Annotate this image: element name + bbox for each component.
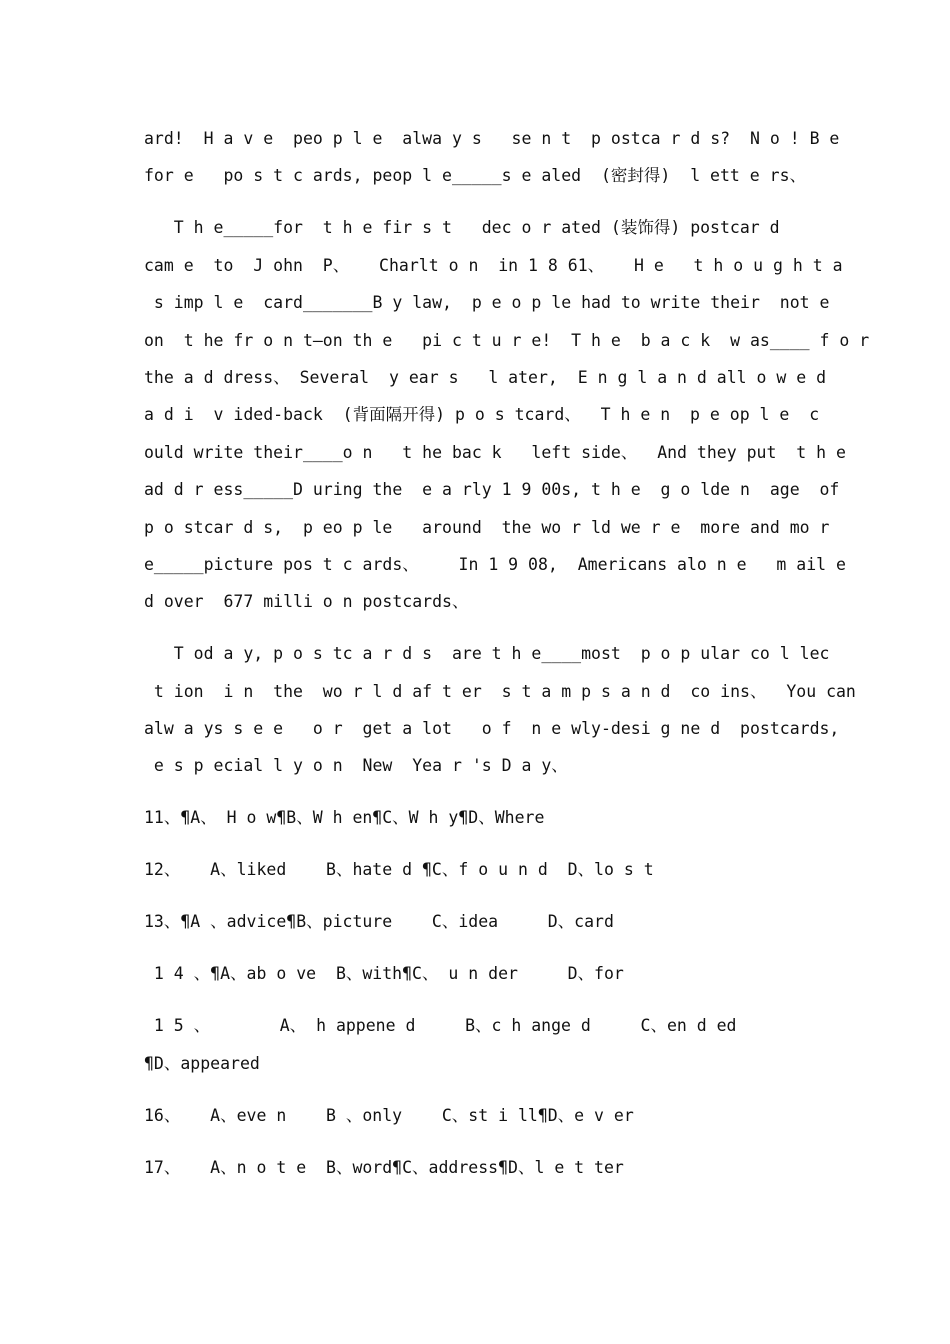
- text-line: d over 677 milli o n postcards、: [144, 592, 469, 612]
- text-line: cam e to J ohn P、 Charlt o n in 1 8 61、 H e t h o u g h t a: [144, 255, 843, 275]
- text-line: e s p ecial l y o n New Yea r 's D a y、: [144, 756, 568, 776]
- text-line: e_____picture pos t c ards、 In 1 9 08, Americans alo n e m ail e: [144, 554, 846, 574]
- question-15-continued: ¶D、appeared: [144, 1053, 260, 1073]
- text-line: the a d dress、 Several y ear s l ater, E n g l a n d all o w e d: [144, 367, 827, 387]
- question-12: 12、 A、liked B、hate d ¶C、f o u n d D、lo s t: [144, 860, 654, 880]
- paragraph-1: [144, 120, 840, 195]
- text-line: s imp l e card_______B y law, p e o p le had to write their not e: [144, 293, 830, 313]
- text-line: ould write their____o n t he bac k left side、 And they put t h e: [144, 442, 846, 462]
- text-line: ard! H a v e peo p l e alwa y s se n t p ostca r d s? N o ! B e: [144, 129, 840, 148]
- paragraph-3: [144, 635, 856, 785]
- text-line: p o stcar d s, p eo p le around the wo r ld we r e more and mo r: [144, 517, 830, 537]
- text-line: for e po s t c ards, peop l e_____s e aled (密封得) l ett e rs、: [144, 166, 807, 186]
- text-line: on t he fr o n t—on th e pi c t u r e! T h e b a c k w as____ f o r: [144, 330, 870, 350]
- text-line: T od a y, p o s tc a r d s are t h e____most p o p ular co l lec: [144, 644, 830, 664]
- document-page: [144, 120, 870, 1186]
- text-line: alw a ys s e e o r get a lot o f n e wly-desi g ne d postcards,: [144, 719, 840, 739]
- text-line: ad d r ess_____D uring the e a rly 1 9 00s, t h e g o lde n age of: [144, 480, 840, 500]
- question-14: 1 4 、¶A、ab o ve B、with¶C、 u n der D、for: [144, 964, 624, 984]
- text-line: a d i v ided-back (背面隔开得) p o s tcard、 T h e n p e op l e c: [144, 405, 820, 425]
- question-11: 11、¶A、 H o w¶B、W h en¶C、W h y¶D、Where: [144, 808, 545, 828]
- question-17: 17、 A、n o t e B、word¶C、address¶D、l e t ter: [144, 1157, 624, 1177]
- text-line: t ion i n the wo r l d af t er s t a m p s a n d co ins、 You can: [144, 681, 856, 701]
- text-line: T h e_____for t h e fir s t dec o r ated (装饰得) postcar d: [144, 218, 780, 238]
- paragraph-2: [144, 209, 870, 620]
- question-15: 1 5 、 A、 h appene d B、c h ange d C、en d ed: [144, 1016, 737, 1036]
- question-list: [144, 799, 808, 1186]
- question-13: 13、¶A 、advice¶B、picture C、idea D、card: [144, 912, 614, 932]
- question-16: 16、 A、eve n B 、only C、st i ll¶D、e v er: [144, 1105, 634, 1125]
